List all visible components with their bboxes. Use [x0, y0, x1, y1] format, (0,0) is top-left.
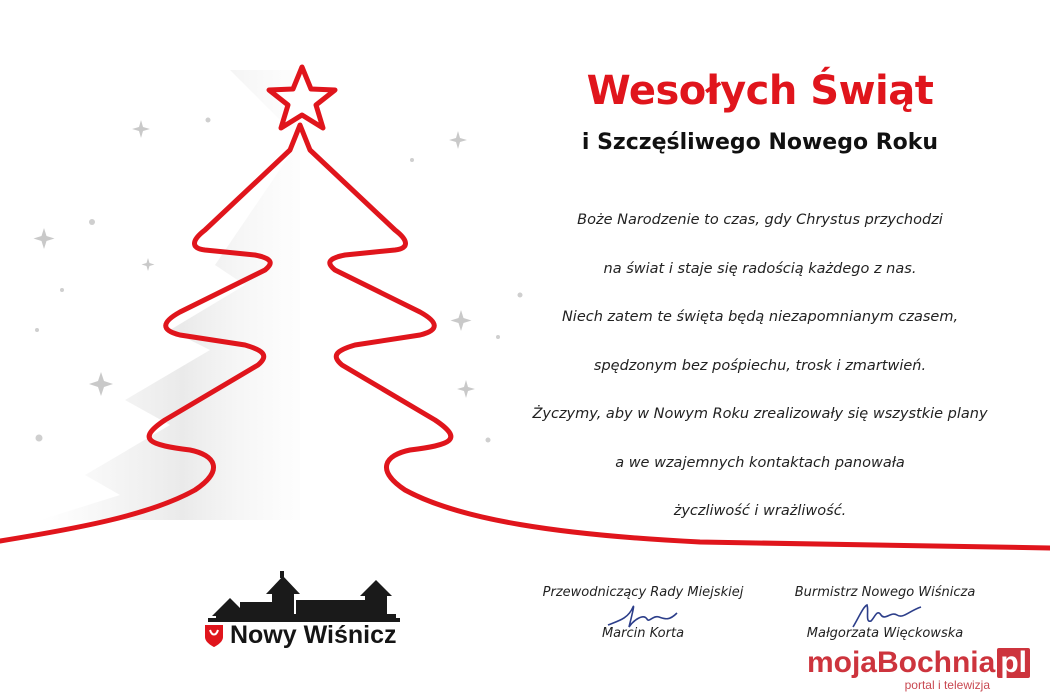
message-line: na świat i staje się radością każdego z nas.: [603, 260, 917, 277]
greeting-message: [520, 210, 1000, 550]
signature-role: Przewodniczący Rady Miejskiej: [542, 585, 744, 600]
watermark-brand-name: mojaBochnia: [806, 646, 996, 679]
logo-wordmark: Nowy Wiśnicz: [230, 621, 397, 649]
message-line: spędzonym bez pośpiechu, trosk i zmartwień.: [593, 357, 927, 374]
signature-name: Małgorzata Więckowska: [806, 626, 964, 641]
greeting-subtitle: i Szczęśliwego Nowego Roku: [581, 130, 939, 155]
signature-name: Marcin Korta: [601, 626, 685, 641]
signature-role: Burmistrz Nowego Wiśnicza: [794, 585, 976, 600]
signature-block-mayor: [770, 585, 1000, 641]
message-line: Boże Narodzenie to czas, gdy Chrystus przychodzi: [577, 212, 943, 228]
watermark: [807, 648, 1030, 692]
message-line: a we wzajemnych kontaktach panowała: [615, 454, 905, 471]
handwritten-signature: [603, 599, 683, 633]
signature-block-council-chairman: [528, 585, 758, 641]
watermark-brand: [807, 648, 1030, 678]
handwritten-signature: [845, 599, 925, 633]
message-line: życzliwość i wrażliwość.: [673, 503, 847, 519]
watermark-tagline: portal i telewizja: [904, 678, 990, 692]
tree-shadow: [40, 70, 300, 520]
message-line: Życzymy, aby w Nowym Roku zrealizowały się wszystkie plany: [532, 406, 988, 422]
coat-of-arms-icon: [204, 624, 224, 648]
watermark-tld: pl: [997, 648, 1030, 678]
message-line: Niech zatem te święta będą niezapomnianym czasem,: [561, 309, 959, 325]
greeting-title: Wesołych Świąt: [586, 68, 934, 114]
